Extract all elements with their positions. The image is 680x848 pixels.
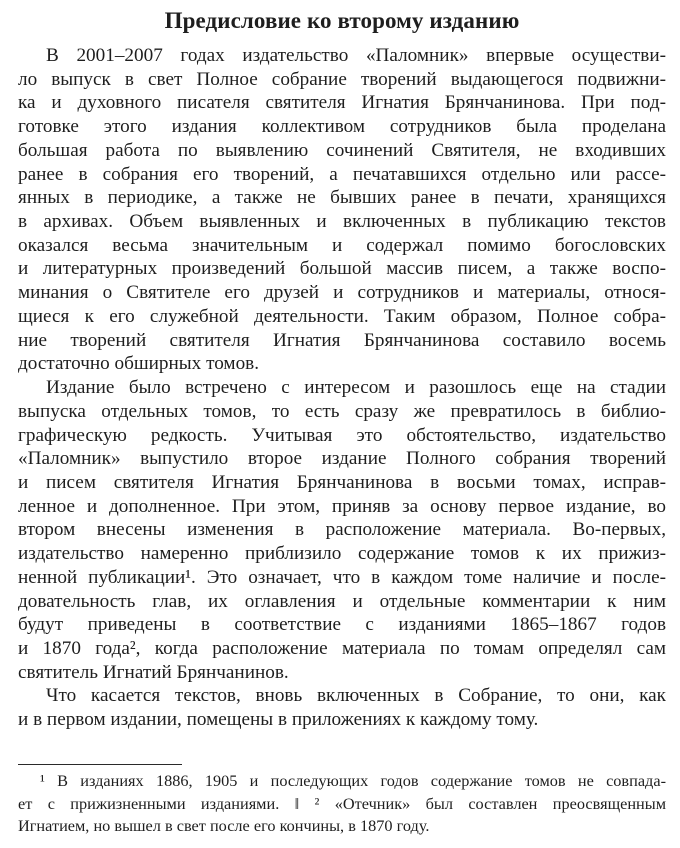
body-text — [18, 44, 666, 732]
text-line: будут приведены в соответствие с изданиями 1865–1867 годов — [18, 614, 666, 636]
text-line: готовке этого издания коллективом сотрудников была проделана — [18, 116, 666, 138]
text-line: Издание было встречено с интересом и разошлось еще на стадии — [46, 377, 666, 399]
document-page — [18, 0, 666, 848]
footnote-line: ¹ В изданиях 1886, 1905 и последующих годов содержание томов не совпада- — [40, 771, 666, 790]
text-line: «Паломник» выпустило второе издание Полного собрания творений — [18, 448, 666, 470]
text-line: и литературных произведений большой массив писем, а также воспо- — [18, 258, 666, 280]
text-line: ленное и дополненное. При этом, приняв за основу первое издание, во — [18, 495, 666, 517]
text-line: ние творений святителя Игнатия Брянчанинова составило восемь — [18, 329, 666, 351]
text-line: ка и духовного писателя святителя Игнатия Брянчанинова. При под- — [18, 92, 666, 114]
footnote-line: ет с прижизненными изданиями. ‖ ² «Отечник» был составлен преосвященным — [18, 793, 666, 813]
text-line: втором внесены изменения в расположение материала. Во-первых, — [18, 519, 666, 541]
text-line: достаточно обширных томов. — [18, 353, 260, 375]
footnote-divider — [18, 764, 182, 765]
text-line: издательство намеренно приблизило содержание томов к их прижиз- — [18, 543, 666, 565]
paragraph-2 — [18, 376, 666, 684]
text-line: ранее в собрания его творений, а печатавшихся отдельно или рассе- — [18, 163, 666, 185]
text-line: и в первом издании, помещены в приложениях к каждому тому. — [18, 709, 539, 731]
text-line: графическую редкость. Учитывая это обстоятельство, издательство — [18, 424, 666, 446]
text-line: большая работа по выявлению сочинений Святителя, не входивших — [18, 139, 666, 161]
text-line: янных в периодике, а также не бывших ранее в печати, хранящихся — [18, 187, 666, 209]
text-line: и писем святителя Игнатия Брянчанинова в восьми томах, исправ- — [18, 471, 666, 493]
text-line: довательность глав, их оглавления и отдельные комментарии к ним — [18, 590, 666, 612]
paragraph-3 — [18, 684, 666, 731]
page-title: Предисловие ко второму изданию — [164, 8, 520, 33]
text-line: оказался весьма значительным и содержал помимо богословских — [18, 234, 666, 256]
text-line: Что касается текстов, вновь включенных в Собрание, то они, как — [46, 685, 666, 707]
paragraph-1 — [18, 44, 666, 376]
text-line: выпуска отдельных томов, то есть сразу же превратилось в библио- — [18, 400, 666, 422]
text-line: ло выпуск в свет Полное собрание творений выдающегося подвижни- — [18, 68, 666, 90]
text-line: В 2001–2007 годах издательство «Паломник» впервые осуществи- — [46, 45, 666, 66]
footnote-line: Игнатием, но вышел в свет после его кончины, в 1870 году. — [18, 816, 430, 835]
text-line: святитель Игнатий Брянчанинов. — [18, 661, 289, 683]
footnotes — [18, 770, 666, 838]
text-line: минания о Святителе его друзей и сотрудников и материалы, относя- — [18, 282, 666, 304]
text-line: ненной публикации¹. Это означает, что в каждом томе наличие и после- — [18, 566, 666, 588]
text-line: в архивах. Объем выявленных и включенных в публикацию текстов — [18, 211, 666, 233]
text-line: и 1870 года², когда расположение материала по томам определял сам — [18, 637, 666, 659]
text-line: щиеся к его служебной деятельности. Таким образом, Полное собра- — [18, 305, 666, 327]
